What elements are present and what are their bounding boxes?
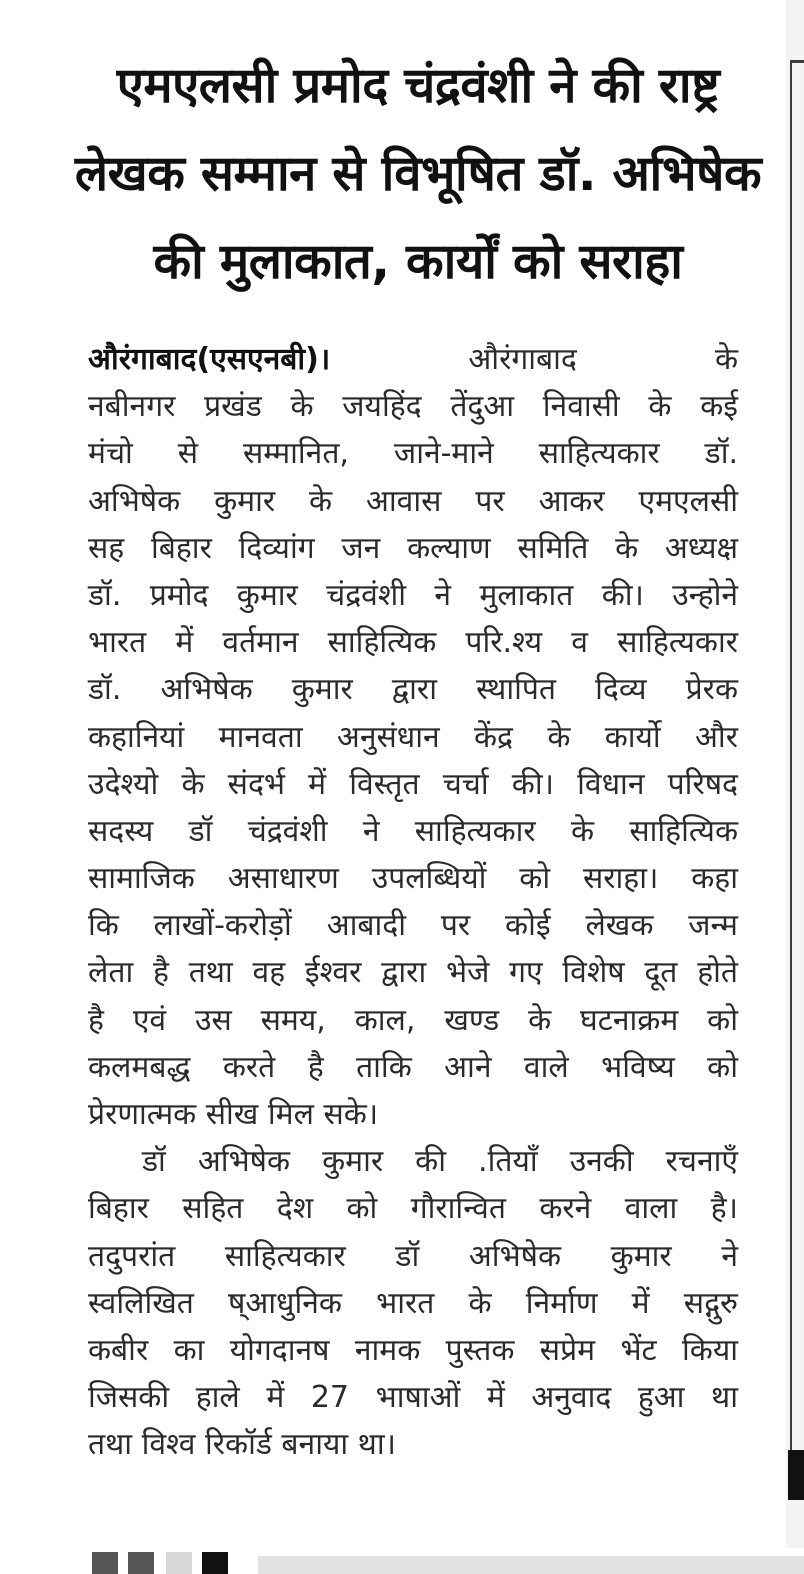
headline bbox=[60, 42, 776, 306]
column-rule-cap bbox=[792, 60, 804, 63]
column-rule-block bbox=[788, 1450, 804, 1500]
article-line: डॉ. प्रमोद कुमार चंद्रवंशी ने मुलाकात की। उन्होने bbox=[88, 577, 738, 613]
article-line: तदुपरांत साहित्यकार डॉ अभिषेक कुमार ने bbox=[88, 1238, 738, 1274]
article-line-text: औरंगाबाद के bbox=[468, 342, 738, 377]
article-line: कलमबद्ध करते है ताकि आने वाले भविष्य को bbox=[88, 1049, 738, 1085]
column-rule bbox=[790, 60, 792, 1500]
article-line: सदस्य डॉ चंद्रवंशी ने साहित्यकार के साहित्यिक bbox=[88, 813, 738, 849]
article-line: कहानियां मानवता अनुसंधान केंद्र के कार्यो और bbox=[88, 719, 738, 755]
article-line: कबीर का योगदानष नामक पुस्तक सप्रेम भेंट किया bbox=[88, 1332, 738, 1368]
article-line: भारत में वर्तमान साहित्यिक परि.श्य व साहित्यकार bbox=[88, 625, 738, 661]
bottom-block bbox=[92, 1552, 118, 1574]
article-line: सामाजिक असाधारण उपलब्धियों को सराहा। कहा bbox=[88, 861, 738, 897]
article-line: अभिषेक कुमार के आवास पर आकर एमएलसी bbox=[88, 483, 738, 519]
article-line: मंचो से सम्मानित, जाने-माने साहित्यकार डॉ. bbox=[88, 436, 738, 472]
article-line: डॉ. अभिषेक कुमार द्वारा स्थापित दिव्य प्रेरक bbox=[88, 672, 738, 708]
bottom-bar bbox=[258, 1556, 804, 1574]
article-line: है एवं उस समय, काल, खण्ड के घटनाक्रम को bbox=[88, 1002, 738, 1038]
article-line: नबीनगर प्रखंड के जयहिंद तेंदुआ निवासी के कई bbox=[88, 389, 738, 425]
headline-line: एमएलसी प्रमोद चंद्रवंशी ने की राष्ट्र bbox=[116, 57, 720, 114]
article-line: सह बिहार दिव्यांग जन कल्याण समिति के अध्यक्ष bbox=[88, 530, 738, 566]
bottom-block bbox=[202, 1552, 228, 1574]
article-line: उदेश्यो के संदर्भ में विस्तृत चर्चा की। विधान परिषद bbox=[88, 766, 738, 802]
article-line: कि लाखों-करोड़ों आबादी पर कोई लेखक जन्म bbox=[88, 908, 738, 944]
article-line: डॉ अभिषेक कुमार की .तियाँ उनकी रचनाएँ bbox=[142, 1144, 738, 1180]
article-line: बिहार सहित देश को गौरान्वित करने वाला है। bbox=[88, 1191, 738, 1227]
article-body bbox=[88, 336, 738, 1469]
headline-line: की मुलाकात, कार्यों को सराहा bbox=[153, 233, 683, 290]
headline-line: लेखक सम्मान से विभूषित डॉ. अभिषेक bbox=[74, 145, 762, 202]
article-line: स्वलिखित ष्आधुनिक भारत के निर्माण में सद्गुरु bbox=[88, 1285, 738, 1321]
article-line bbox=[88, 336, 738, 383]
article-line: प्रेरणात्मक सीख मिल सके। bbox=[88, 1097, 379, 1132]
article-line: जिसकी हाले में 27 भाषाओं में अनुवाद हुआ था bbox=[88, 1380, 738, 1416]
dateline: औरंगाबाद(एसएनबी)। bbox=[88, 342, 331, 377]
bottom-block bbox=[128, 1552, 154, 1574]
bottom-block bbox=[166, 1552, 192, 1574]
article-line: लेता है तथा वह ईश्वर द्वारा भेजे गए विशेष दूत होते bbox=[88, 955, 738, 991]
adjacent-page-edge bbox=[786, 0, 804, 1574]
article-line: तथा विश्व रिकॉर्ड बनाया था। bbox=[88, 1427, 396, 1463]
